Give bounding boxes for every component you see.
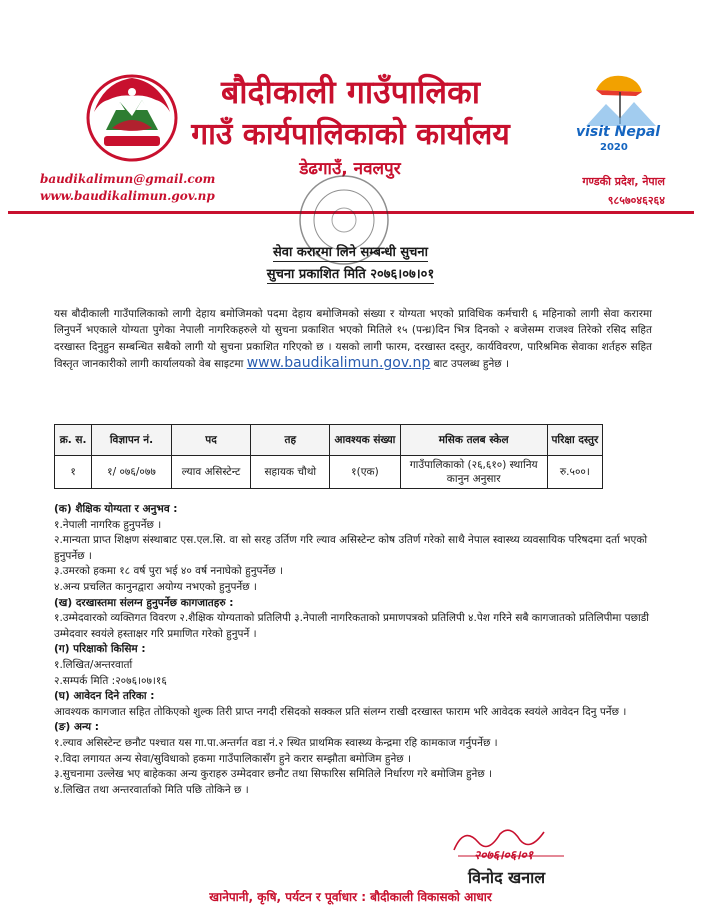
section-line: ४.लिखित तथा अन्तरवार्ताको मिति पछि तोकिने छ ।	[54, 783, 249, 796]
section-line: २.मान्यता प्राप्त शिक्षण संस्थाबाट एस.एल.सि. वा सो सरह उर्तिण गरि ल्याव असिस्टेन्ट कोष उतिर्ण गरेको साथै नेपाल स्वास्थ्य व्यवसायिक परिषदमा दर्ता भएको हुनुपर्नेछ ।	[54, 534, 648, 562]
section-line: २.सम्पर्क मिति :२०७६।०७।१६	[54, 674, 167, 687]
col-post: पद	[171, 425, 251, 456]
section-line: २.विदा लगायत अन्य सेवा/सुविधाको हकमा गाउँपालिकासँग हुने करार सम्झौता बमोजिम हुनेछ ।	[54, 752, 411, 765]
section-line: १.ल्याव असिस्टेन्ट छनौट पश्चात यस गा.पा.अन्तर्गत वडा नं.२ स्थित प्राथमिक स्वास्थ्य केन्द्रमा रहि कामकाज गर्नुपर्नेछ ।	[54, 736, 498, 749]
col-count: आवश्यक संख्या	[330, 425, 400, 456]
visit-nepal-icon	[566, 70, 676, 130]
website-text: www.baudikalimun.gov.np	[40, 189, 215, 203]
col-serial: क्र. स.	[55, 425, 92, 456]
visit-nepal-year: 2020	[600, 142, 628, 153]
email-text: baudikalimun@gmail.com	[40, 172, 216, 186]
office-title-line2: गाउँ कार्यपालिकाको कार्यालय	[191, 117, 510, 152]
cell-ad-no: १/ ०७६/०७७	[92, 456, 172, 489]
office-title-line1: बौदीकाली गाउँपालिका	[221, 73, 480, 111]
notice-paragraph	[54, 306, 652, 373]
visit-nepal-text: visit Nepal	[576, 124, 661, 140]
col-fee: परिक्षा दस्तुर	[547, 425, 602, 456]
section-line: ४.अन्य प्रचलित कानुनद्वारा अयोग्य नभएको हुनुपर्नेछ ।	[54, 580, 257, 593]
section-heading: (घ) आवेदन दिने तरिका :	[54, 690, 155, 703]
contact-right	[582, 172, 665, 210]
paragraph-part1: यस बौदीकाली गाउँपालिकाको लागी देहाय बमोजिमको पदमा देहाय बमोजिमको संख्या र योग्यता भएको प्राविधिक कर्मचारी ६ महिनाको लागी सेवा करारमा लिनुपर्ने भएकाले योग्यता पुगेका नेपाली नागरिकहरुले यो सुचना प्रकाशित भएको मितिले १५ (पन्ध्र)दिन भित्र दिनको २ बजेसम्म राजश्व तिरेको रसिद सहित दरखास्त दिनुहुन सम्बन्धित सबैको लागी यो सुचना प्रकाशित गरिएको छ । यसको लागी फारम, दरखास्त दस्तुर, कार्यविवरण, पारिश्रमिक सेवाका शर्तहरु सहित विस्तृत जानकारीको लागी कार्यालयको वेब साइटमा	[54, 308, 652, 371]
notice-sections	[54, 502, 654, 798]
section-heading: (ग) परिक्षाको किसिम :	[54, 643, 146, 656]
cell-serial: १	[55, 456, 92, 489]
section-line: १.उम्मेदवारको व्यक्तिगत विवरण २.शैक्षिक योग्यताको प्रतिलिपी ३.नेपाली नागरिकताको प्रमाणपत्रको प्रतिलिपी ४.पेश गरिने सबै कागजातको प्रतिलिपीमा पछाडी उम्मेदवार स्वयंले हस्ताक्षर गरि प्रमाणित गरेको हुनुपर्ने ।	[54, 612, 650, 640]
section-line: आवश्यक कागजात सहित तोकिएको शुल्क तिरी प्राप्त नगदी रसिदको सक्कल प्रति संलग्न राखी दरखास्त फाराम भरि आवेदक स्वयंले आवेदन दिनु पर्नेछ ।	[54, 705, 627, 718]
signatory-name: विनोद खनाल	[468, 868, 546, 887]
section-line: १.लिखित/अन्तरवार्ता	[54, 658, 133, 671]
section-line: १.नेपाली नागरिक हुनुपर्नेछ ।	[54, 518, 162, 531]
table-row	[55, 456, 603, 489]
vacancy-table	[54, 424, 603, 489]
section-heading: (क) शैक्षिक योग्यता र अनुभव :	[54, 503, 178, 515]
cell-post: ल्याव असिस्टेन्ट	[171, 456, 251, 489]
cell-fee: रु.५००।	[547, 456, 602, 489]
contact-left	[40, 171, 215, 205]
cell-salary: गाउँपालिकाको (२६,६१०) स्थानिय कानुन अनुसार	[400, 456, 547, 489]
province-text: गण्डकी प्रदेश, नेपाल	[582, 175, 665, 188]
paragraph-website-link[interactable]: www.baudikalimun.gov.np	[246, 355, 431, 372]
office-location: डेढगाउँ, नवलपुर	[299, 159, 401, 179]
section-line: ३.उमरको हकमा १८ वर्ष पुरा भई ४० वर्ष ननाघेको हुनुपर्नेछ ।	[54, 565, 283, 578]
col-level: तह	[251, 425, 330, 456]
phone-text: ९८५७०४६२६४	[607, 194, 665, 207]
table-header-row	[55, 425, 603, 456]
cell-count: १(एक)	[330, 456, 400, 489]
footer-slogan: खानेपानी, कृषि, पर्यटन र पूर्वाधार : बौदीकाली विकासको आधार	[209, 890, 492, 904]
notice-title: सेवा करारमा लिने सम्बन्धी सुचना	[272, 245, 429, 260]
section-heading: (ङ) अन्य :	[54, 721, 100, 734]
col-ad-no: विज्ञापन नं.	[92, 425, 172, 456]
notice-date: सुचना प्रकाशित मिति २०७६।०७।०१	[266, 267, 435, 282]
paragraph-part2: बाट उपलब्ध हुनेछ ।	[433, 358, 509, 371]
col-salary: मसिक तलब स्केल	[400, 425, 547, 456]
visit-nepal-logo	[566, 70, 676, 160]
signature-date: २०७६।०६।०१	[474, 848, 534, 862]
cell-level: सहायक चौथो	[251, 456, 330, 489]
section-line: ३.सुचनामा उल्लेख भए बाहेकका अन्य कुराहरु उम्मेदवार छनौट तथा सिफारिस समितिले निर्धारण गरे बमोजिम हुनेछ ।	[54, 768, 493, 781]
section-heading: (ख) दरखास्तमा संलग्न हुनुपर्नेछ कागजातहरु :	[54, 596, 234, 609]
